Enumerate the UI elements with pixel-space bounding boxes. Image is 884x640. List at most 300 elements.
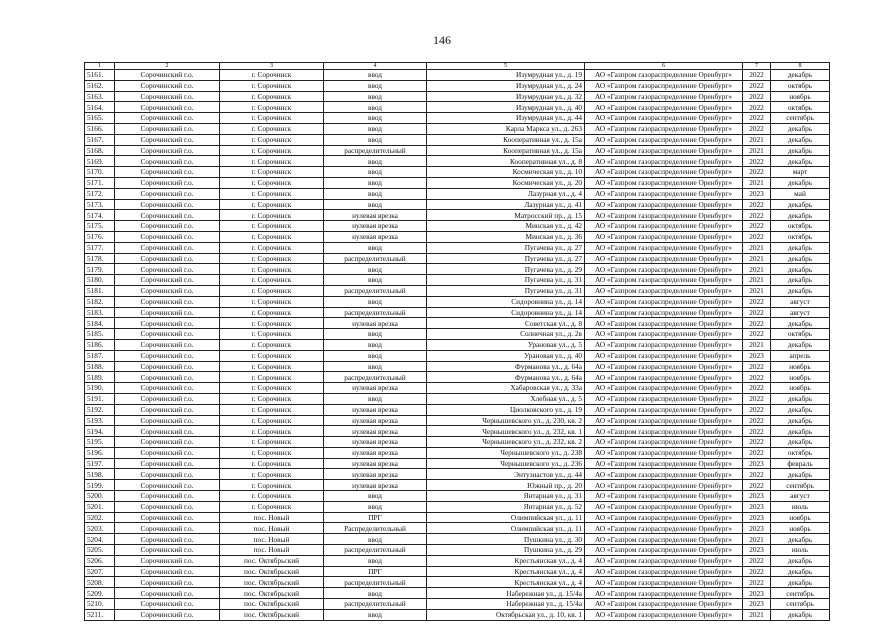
organization-cell: АО «Газпром газораспределение Оренбург» [585,404,743,415]
address-cell: Циолковского ул., д. 19 [427,404,585,415]
table-row [85,372,830,383]
row-number-cell: 5210. [85,599,115,610]
district-cell: Сорочинский г.о. [115,156,220,167]
address-cell: Кооперативная ул., д. 15а [427,134,585,145]
table-row [85,545,830,556]
year-cell: 2021 [743,145,771,156]
organization-cell: АО «Газпром газораспределение Оренбург» [585,318,743,329]
table-row [85,491,830,502]
address-cell: Лазурная ул., д. 41 [427,199,585,210]
month-cell: декабрь [771,609,830,620]
year-cell: 2021 [743,609,771,620]
table-row [85,329,830,340]
table-row [85,156,830,167]
month-cell: июль [771,545,830,556]
organization-cell: АО «Газпром газораспределение Оренбург» [585,177,743,188]
month-cell: апрель [771,350,830,361]
month-cell: август [771,296,830,307]
column-header-3: 3 [220,63,324,70]
address-cell: Кооперативная ул., д. 15а [427,145,585,156]
organization-cell: АО «Газпром газораспределение Оренбург» [585,253,743,264]
table-row [85,264,830,275]
address-cell: Космическая ул., д. 10 [427,167,585,178]
district-cell: Сорочинский г.о. [115,221,220,232]
month-cell: октябрь [771,447,830,458]
month-cell: декабрь [771,210,830,221]
address-cell: Пугачева ул., д. 29 [427,264,585,275]
month-cell: декабрь [771,318,830,329]
work-type-cell: ввод [324,199,427,210]
month-cell: август [771,307,830,318]
row-number-cell: 5184. [85,318,115,329]
year-cell: 2021 [743,339,771,350]
row-number-cell: 5181. [85,285,115,296]
work-type-cell: ввод [324,102,427,113]
row-number-cell: 5167. [85,134,115,145]
address-cell: Фурманова ул., д. 64а [427,361,585,372]
address-cell: Крестьянская ул., д. 4 [427,566,585,577]
table-row [85,145,830,156]
work-type-cell: ввод [324,167,427,178]
organization-cell: АО «Газпром газораспределение Оренбург» [585,491,743,502]
year-cell: 2023 [743,512,771,523]
table-row [85,275,830,286]
year-cell: 2022 [743,404,771,415]
work-type-cell: нулевая врезка [324,210,427,221]
settlement-cell: г. Сорочинск [220,242,324,253]
month-cell: декабрь [771,566,830,577]
address-cell: Чернышевского ул., д. 230, кв. 2 [427,415,585,426]
year-cell: 2021 [743,264,771,275]
district-cell: Сорочинский г.о. [115,501,220,512]
month-cell: декабрь [771,253,830,264]
organization-cell: АО «Газпром газораспределение Оренбург» [585,156,743,167]
year-cell: 2021 [743,534,771,545]
district-cell: Сорочинский г.о. [115,177,220,188]
row-number-cell: 5201. [85,501,115,512]
organization-cell: АО «Газпром газораспределение Оренбург» [585,393,743,404]
month-cell: июль [771,501,830,512]
district-cell: Сорочинский г.о. [115,70,220,81]
table-row [85,210,830,221]
settlement-cell: г. Сорочинск [220,275,324,286]
organization-cell: АО «Газпром газораспределение Оренбург» [585,296,743,307]
work-type-cell: ввод [324,350,427,361]
year-cell: 2022 [743,469,771,480]
settlement-cell: г. Сорочинск [220,426,324,437]
settlement-cell: г. Сорочинск [220,296,324,307]
settlement-cell: г. Сорочинск [220,102,324,113]
table-row [85,221,830,232]
table-row [85,469,830,480]
address-cell: Урановая ул., д. 5 [427,339,585,350]
organization-cell: АО «Газпром газораспределение Оренбург» [585,383,743,394]
table-row [85,253,830,264]
address-cell: Олимпийская ул., д. 11 [427,512,585,523]
organization-cell: АО «Газпром газораспределение Оренбург» [585,469,743,480]
table-row [85,199,830,210]
organization-cell: АО «Газпром газораспределение Оренбург» [585,199,743,210]
work-type-cell: нулевая врезка [324,415,427,426]
address-cell: Пугачева ул., д. 31 [427,275,585,286]
district-cell: Сорочинский г.о. [115,188,220,199]
row-number-cell: 5195. [85,437,115,448]
year-cell: 2022 [743,566,771,577]
district-cell: Сорочинский г.о. [115,523,220,534]
settlement-cell: г. Сорочинск [220,285,324,296]
table-row [85,555,830,566]
month-cell: декабрь [771,415,830,426]
row-number-cell: 5170. [85,167,115,178]
district-cell: Сорочинский г.о. [115,512,220,523]
year-cell: 2023 [743,599,771,610]
row-number-cell: 5206. [85,555,115,566]
organization-cell: АО «Газпром газораспределение Оренбург» [585,437,743,448]
table-row [85,437,830,448]
work-type-cell: ввод [324,501,427,512]
organization-cell: АО «Газпром газораспределение Оренбург» [585,80,743,91]
settlement-cell: пос. Октябрьский [220,609,324,620]
settlement-cell: г. Сорочинск [220,415,324,426]
month-cell: декабрь [771,156,830,167]
work-type-cell: ввод [324,275,427,286]
year-cell: 2022 [743,91,771,102]
organization-cell: АО «Газпром газораспределение Оренбург» [585,70,743,81]
settlement-cell: г. Сорочинск [220,113,324,124]
month-cell: сентябрь [771,588,830,599]
month-cell: сентябрь [771,113,830,124]
settlement-cell: г. Сорочинск [220,383,324,394]
organization-cell: АО «Газпром газораспределение Оренбург» [585,145,743,156]
settlement-cell: г. Сорочинск [220,318,324,329]
table-row [85,458,830,469]
row-number-cell: 5196. [85,447,115,458]
address-cell: Фурманова ул., д. 64а [427,372,585,383]
settlement-cell: г. Сорочинск [220,177,324,188]
row-number-cell: 5211. [85,609,115,620]
settlement-cell: г. Сорочинск [220,221,324,232]
district-cell: Сорочинский г.о. [115,458,220,469]
table-row [85,426,830,437]
district-cell: Сорочинский г.о. [115,242,220,253]
work-type-cell: распределительный [324,577,427,588]
month-cell: декабрь [771,285,830,296]
address-cell: Чернышевского ул., д. 238 [427,447,585,458]
organization-cell: АО «Газпром газораспределение Оренбург» [585,221,743,232]
month-cell: октябрь [771,221,830,232]
column-header-5: 5 [427,63,585,70]
year-cell: 2021 [743,285,771,296]
address-cell: Изумрудная ул., д. 24 [427,80,585,91]
table-row [85,599,830,610]
district-cell: Сорочинский г.о. [115,469,220,480]
address-cell: Октябрьская ул., д. 10, кв. 1 [427,609,585,620]
organization-cell: АО «Газпром газораспределение Оренбург» [585,545,743,556]
district-cell: Сорочинский г.о. [115,350,220,361]
organization-cell: АО «Газпром газораспределение Оренбург» [585,609,743,620]
settlement-cell: г. Сорочинск [220,307,324,318]
row-number-cell: 5179. [85,264,115,275]
month-cell: ноябрь [771,512,830,523]
district-cell: Сорочинский г.о. [115,113,220,124]
district-cell: Сорочинский г.о. [115,566,220,577]
organization-cell: АО «Газпром газораспределение Оренбург» [585,134,743,145]
address-cell: Крестьянская ул., д. 4 [427,555,585,566]
work-type-cell: нулевая врезка [324,231,427,242]
settlement-cell: г. Сорочинск [220,437,324,448]
table-row [85,231,830,242]
settlement-cell: г. Сорочинск [220,156,324,167]
year-cell: 2023 [743,458,771,469]
table-row [85,70,830,81]
year-cell: 2023 [743,501,771,512]
row-number-cell: 5188. [85,361,115,372]
row-number-cell: 5189. [85,372,115,383]
organization-cell: АО «Газпром газораспределение Оренбург» [585,91,743,102]
organization-cell: АО «Газпром газораспределение Оренбург» [585,512,743,523]
row-number-cell: 5182. [85,296,115,307]
work-type-cell: ввод [324,70,427,81]
address-cell: Чернышевского ул., д. 232, кв. 2 [427,437,585,448]
address-cell: Чернышевского ул., д. 236 [427,458,585,469]
organization-cell: АО «Газпром газораспределение Оренбург» [585,447,743,458]
settlement-cell: г. Сорочинск [220,350,324,361]
row-number-cell: 5186. [85,339,115,350]
address-cell: Пушкина ул., д. 29 [427,545,585,556]
organization-cell: АО «Газпром газораспределение Оренбург» [585,102,743,113]
address-cell: Набережная ул., д. 15/4а [427,588,585,599]
row-number-cell: 5198. [85,469,115,480]
table-row [85,285,830,296]
table-row [85,512,830,523]
settlement-cell: пос. Новый [220,545,324,556]
year-cell: 2022 [743,372,771,383]
organization-cell: АО «Газпром газораспределение Оренбург» [585,264,743,275]
work-type-cell: ввод [324,361,427,372]
row-number-cell: 5164. [85,102,115,113]
address-cell: Пугачева ул., д. 27 [427,253,585,264]
year-cell: 2022 [743,437,771,448]
district-cell: Сорочинский г.о. [115,577,220,588]
year-cell: 2022 [743,426,771,437]
settlement-cell: пос. Октябрьский [220,599,324,610]
table-row [85,102,830,113]
year-cell: 2022 [743,415,771,426]
month-cell: октябрь [771,231,830,242]
address-cell: Янтарная ул., д. 52 [427,501,585,512]
district-cell: Сорочинский г.о. [115,123,220,134]
year-cell: 2022 [743,113,771,124]
month-cell: ноябрь [771,523,830,534]
address-cell: Минская ул., д. 36 [427,231,585,242]
row-number-cell: 5183. [85,307,115,318]
district-cell: Сорочинский г.о. [115,393,220,404]
district-cell: Сорочинский г.о. [115,307,220,318]
organization-cell: АО «Газпром газораспределение Оренбург» [585,555,743,566]
row-number-cell: 5203. [85,523,115,534]
settlement-cell: г. Сорочинск [220,167,324,178]
month-cell: октябрь [771,329,830,340]
settlement-cell: г. Сорочинск [220,264,324,275]
work-type-cell: ввод [324,91,427,102]
row-number-cell: 5162. [85,80,115,91]
district-cell: Сорочинский г.о. [115,545,220,556]
district-cell: Сорочинский г.о. [115,437,220,448]
work-type-cell: ввод [324,534,427,545]
table-row [85,296,830,307]
row-number-cell: 5204. [85,534,115,545]
address-cell: Крестьянская ул., д. 4 [427,577,585,588]
year-cell: 2022 [743,318,771,329]
settlement-cell: пос. Новый [220,512,324,523]
district-cell: Сорочинский г.о. [115,361,220,372]
work-type-cell: распределительный [324,145,427,156]
address-cell: Минская ул., д. 42 [427,221,585,232]
page-number: 146 [433,33,451,47]
district-cell: Сорочинский г.о. [115,253,220,264]
month-cell: ноябрь [771,383,830,394]
settlement-cell: пос. Новый [220,523,324,534]
month-cell: декабрь [771,264,830,275]
district-cell: Сорочинский г.о. [115,534,220,545]
organization-cell: АО «Газпром газораспределение Оренбург» [585,188,743,199]
month-cell: ноябрь [771,91,830,102]
address-cell: Хлебная ул., д. 5 [427,393,585,404]
year-cell: 2022 [743,555,771,566]
year-cell: 2022 [743,156,771,167]
row-number-cell: 5175. [85,221,115,232]
address-cell: Изумрудная ул., д. 44 [427,113,585,124]
settlement-cell: г. Сорочинск [220,123,324,134]
month-cell: декабрь [771,469,830,480]
district-cell: Сорочинский г.о. [115,588,220,599]
month-cell: сентябрь [771,599,830,610]
month-cell: декабрь [771,123,830,134]
year-cell: 2022 [743,231,771,242]
work-type-cell: распределительный [324,307,427,318]
address-cell: Хабаровская ул., д. 33а [427,383,585,394]
district-cell: Сорочинский г.о. [115,609,220,620]
year-cell: 2022 [743,80,771,91]
table-row [85,350,830,361]
table-row [85,404,830,415]
year-cell: 2022 [743,70,771,81]
table-row [85,415,830,426]
settlement-cell: г. Сорочинск [220,491,324,502]
month-cell: февраль [771,458,830,469]
row-number-cell: 5205. [85,545,115,556]
organization-cell: АО «Газпром газораспределение Оренбург» [585,123,743,134]
row-number-cell: 5176. [85,231,115,242]
address-cell: Сидоровнина ул., д. 14 [427,307,585,318]
settlement-cell: г. Сорочинск [220,210,324,221]
settlement-cell: г. Сорочинск [220,145,324,156]
row-number-cell: 5172. [85,188,115,199]
row-number-cell: 5166. [85,123,115,134]
organization-cell: АО «Газпром газораспределение Оренбург» [585,480,743,491]
row-number-cell: 5163. [85,91,115,102]
settlement-cell: г. Сорочинск [220,339,324,350]
work-type-cell: распределительный [324,545,427,556]
row-number-cell: 5208. [85,577,115,588]
settlement-cell: г. Сорочинск [220,372,324,383]
month-cell: декабрь [771,426,830,437]
month-cell: декабрь [771,134,830,145]
district-cell: Сорочинский г.о. [115,480,220,491]
table-row [85,609,830,620]
column-header-6: 6 [585,63,743,70]
work-type-cell: ввод [324,555,427,566]
address-cell: Изумрудная ул., д. 19 [427,70,585,81]
year-cell: 2022 [743,447,771,458]
settlement-cell: г. Сорочинск [220,134,324,145]
work-type-cell: нулевая врезка [324,383,427,394]
settlement-cell: г. Сорочинск [220,447,324,458]
settlement-cell: пос. Новый [220,534,324,545]
table-row [85,566,830,577]
organization-cell: АО «Газпром газораспределение Оренбург» [585,415,743,426]
year-cell: 2021 [743,253,771,264]
gasification-register-table [84,62,830,621]
month-cell: ноябрь [771,372,830,383]
row-number-cell: 5185. [85,329,115,340]
table-row [85,501,830,512]
settlement-cell: г. Сорочинск [220,393,324,404]
month-cell: октябрь [771,102,830,113]
district-cell: Сорочинский г.о. [115,296,220,307]
table-row [85,523,830,534]
table-row [85,307,830,318]
work-type-cell: Распределительный [324,523,427,534]
row-number-cell: 5194. [85,426,115,437]
table-row [85,188,830,199]
table-row [85,167,830,178]
row-number-cell: 5200. [85,491,115,502]
organization-cell: АО «Газпром газораспределение Оренбург» [585,534,743,545]
year-cell: 2022 [743,383,771,394]
organization-cell: АО «Газпром газораспределение Оренбург» [585,566,743,577]
row-number-cell: 5177. [85,242,115,253]
work-type-cell: ввод [324,242,427,253]
district-cell: Сорочинский г.о. [115,599,220,610]
table-row [85,534,830,545]
table-row [85,383,830,394]
organization-cell: АО «Газпром газораспределение Оренбург» [585,599,743,610]
work-type-cell: ввод [324,296,427,307]
organization-cell: АО «Газпром газораспределение Оренбург» [585,501,743,512]
organization-cell: АО «Газпром газораспределение Оренбург» [585,339,743,350]
row-number-cell: 5192. [85,404,115,415]
year-cell: 2021 [743,242,771,253]
address-cell: Советская ул., д. 8 [427,318,585,329]
month-cell: октябрь [771,80,830,91]
work-type-cell: нулевая врезка [324,437,427,448]
settlement-cell: г. Сорочинск [220,458,324,469]
work-type-cell: ввод [324,80,427,91]
district-cell: Сорочинский г.о. [115,102,220,113]
organization-cell: АО «Газпром газораспределение Оренбург» [585,577,743,588]
table-row [85,447,830,458]
month-cell: декабрь [771,242,830,253]
work-type-cell: ввод [324,393,427,404]
work-type-cell: нулевая врезка [324,221,427,232]
work-type-cell: нулевая врезка [324,318,427,329]
year-cell: 2023 [743,188,771,199]
address-cell: Изумрудная ул., д. 40 [427,102,585,113]
organization-cell: АО «Газпром газораспределение Оренбург» [585,113,743,124]
work-type-cell: ввод [324,491,427,502]
table-row [85,480,830,491]
